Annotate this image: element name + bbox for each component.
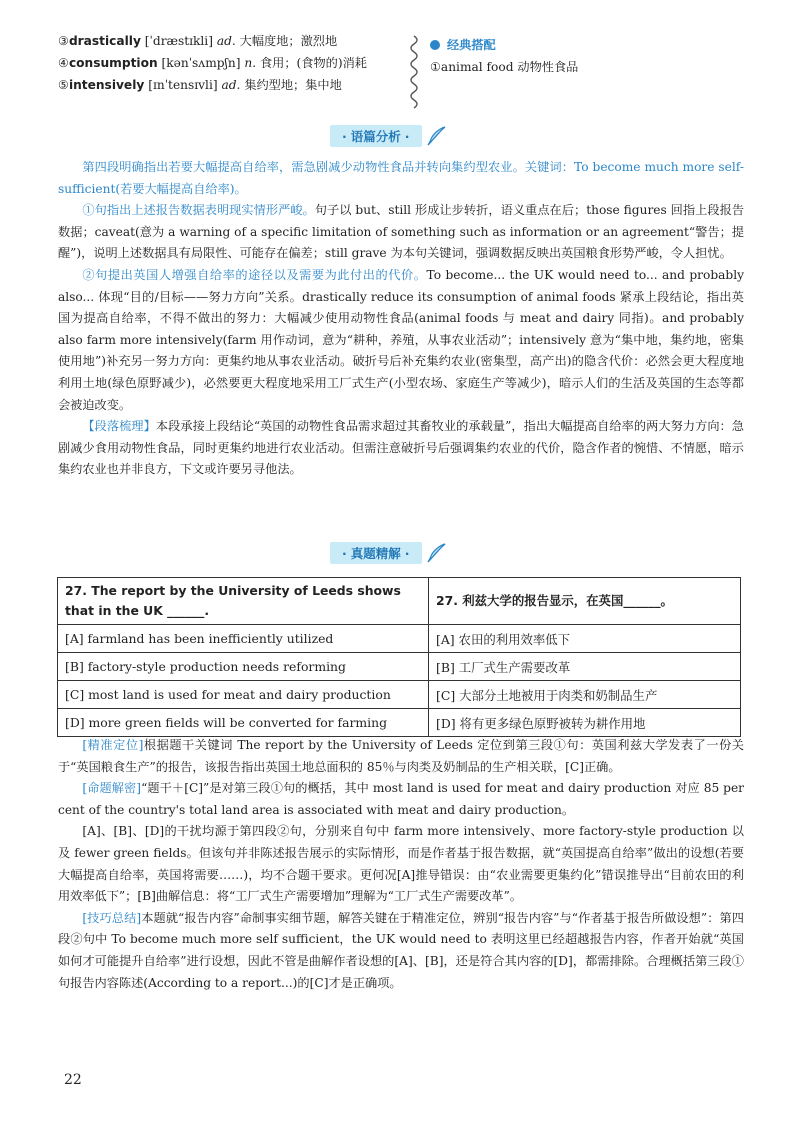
- table-row: [58, 625, 741, 653]
- collocation-box: [430, 34, 578, 78]
- solution-text: [58, 735, 744, 994]
- option-cn: [B] 工厂式生产需要改革: [429, 653, 741, 681]
- table-row: [58, 681, 741, 709]
- banner-label: · 语篇分析 ·: [330, 125, 422, 147]
- analysis-banner: [330, 124, 448, 148]
- question-stem-en: 27. The report by the University of Leeds shows that in the UK ______.: [58, 578, 429, 625]
- vocab-item: ③drastically [ˈdræstɪkli] ad. 大幅度地；激烈地: [58, 34, 338, 48]
- solution-decode: [命题解密]“题干＋[C]”是对第三段①句的概括，其中 most land is used for meat and dairy production 对应 85 per cent of the country's total land area is associated with meat and dairy production。: [58, 781, 745, 817]
- option-en: [C] most land is used for meat and dairy production: [58, 681, 429, 709]
- solution-locate: [精准定位]根据题干关键词 The report by the University of Leeds 定位到第三段①句：英国利兹大学发表了一份关于“英国粮食生产”的报告，该报告指出英国土地总面积的 85％与肉类及奶制品的生产相关联，[C]正确。: [58, 738, 744, 774]
- analysis-sentence-2: ②句提出英国人增强自给率的途径以及需要为此付出的代价。To become... the UK would need to... and probably also... 体现“目的/目标——努力方向”关系。drastically reduce its consumption of animal foods 紧承上段结论，指出英国为提高自给率，不得不做出的努力：大幅减少使用动物性食品(animal foods 与 meat and dairy 同指)。and probably also farm more intensively(farm 用作动词，意为“耕种，养殖，从事农业活动”；intensively 意为“集中地，集约地，密集使用地”)补充另一努力方向：更集约地从事农业活动。破折号后补充集约农业(密集型，高产出)的隐含代价：必然会更大程度地利用土地(绿色原野减少)，必然要更大程度地采用工厂式生产(小型农场、家庭生产等减少)，暗示人们的生活及英国的生态等都会被迫改变。: [58, 267, 745, 412]
- solution-tip: [技巧总结]本题就“报告内容”命制事实细节题，解答关键在于精准定位，辨别“报告内容”与“作者基于报告所做设想”：第四段②句中 To become much more self sufficient，the UK would need to 表明这里已经超越报告内容，作者开始就“英国如何才可能提升自给率”进行设想，因此不管是曲解作者设想的[A]、[B]，还是符合其内容的[D]，都需排除。合理概括第三段①句报告内容陈述(According to a report...)的[C]才是正确项。: [58, 910, 744, 990]
- option-en: [D] more green fields will be converted for farming: [58, 709, 429, 737]
- table-row: [58, 653, 741, 681]
- analysis-text: [58, 157, 744, 481]
- question-table: [57, 577, 741, 737]
- vocab-item: ⑤intensively [ɪnˈtensɪvli] ad. 集约型地；集中地: [58, 78, 342, 92]
- page-number: 22: [64, 1072, 82, 1088]
- banner-label: · 真题精解 ·: [330, 542, 422, 564]
- bullet-dot-icon: [430, 40, 440, 50]
- option-en: [A] farmland has been inefficiently utilized: [58, 625, 429, 653]
- question-stem-cn: 27. 利兹大学的报告显示，在英国______。: [429, 578, 741, 625]
- solution-decode-2: [A]、[B]、[D]的干扰均源于第四段②句，分别来自句中 farm more intensively、more factory-style production 以及 fewer green fields。但该句并非陈述报告展示的实际情形，而是作者基于报告数据，就“英国提高自给率”做出的设想(若要大幅提高自给率，英国将需要……)，均不合题干要求。更何况[A]推导错误：由“农业需要更集约化”错误推导出“目前农田的利用效率低下”；[B]曲解信息：将“工厂式生产需要增加”理解为“工厂式生产需要改革”。: [58, 824, 744, 904]
- vocab-item: ④consumption [kənˈsʌmpʃn] n. 食用；(食物的)消耗: [58, 56, 367, 70]
- table-row: [58, 578, 741, 625]
- collocation-title: 经典搭配: [430, 34, 578, 56]
- option-cn: [A] 农田的利用效率低下: [429, 625, 741, 653]
- feather-icon: [424, 124, 448, 148]
- spiral-divider: [408, 34, 420, 112]
- option-cn: [C] 大部分土地被用于肉类和奶制品生产: [429, 681, 741, 709]
- paragraph-summary: 【段落梳理】本段承接上段结论“英国的动物性食品需求超过其畜牧业的承载量”，指出大幅提高自给率的两大努力方向：急剧减少食用动物性食品，同时更集约地进行农业活动。但需注意破折号后强调集约农业的代价，隐含作者的惋惜、不情愿，暗示集约农业也并非良方，下文或许要另寻他法。: [58, 419, 744, 477]
- table-row: [58, 709, 741, 737]
- analysis-summary: 第四段明确指出若要大幅提高自给率，需急剧减少动物性食品并转向集约型农业。关键词：To become much more self-sufficient(若要大幅提高自给率)。: [58, 160, 744, 196]
- collocation-item: ①animal food 动物性食品: [430, 60, 579, 74]
- vocab-list: [58, 30, 367, 96]
- feather-icon: [424, 541, 448, 565]
- question-banner: [330, 541, 448, 565]
- option-cn: [D] 将有更多绿色原野被转为耕作用地: [429, 709, 741, 737]
- analysis-sentence-1: ①句指出上述报告数据表明现实情形严峻。句子以 but、still 形成让步转折，语义重点在后；those figures 回指上段报告数据；caveat(意为 a warning of a specific limitation of something such as information or an agreement“警告；提醒”)，说明上述数据具有局限性、可能存在偏差；still grave 为本句关键词，强调数据反映出英国粮食形势严峻，令人担忧。: [58, 203, 745, 261]
- option-en: [B] factory-style production needs reforming: [58, 653, 429, 681]
